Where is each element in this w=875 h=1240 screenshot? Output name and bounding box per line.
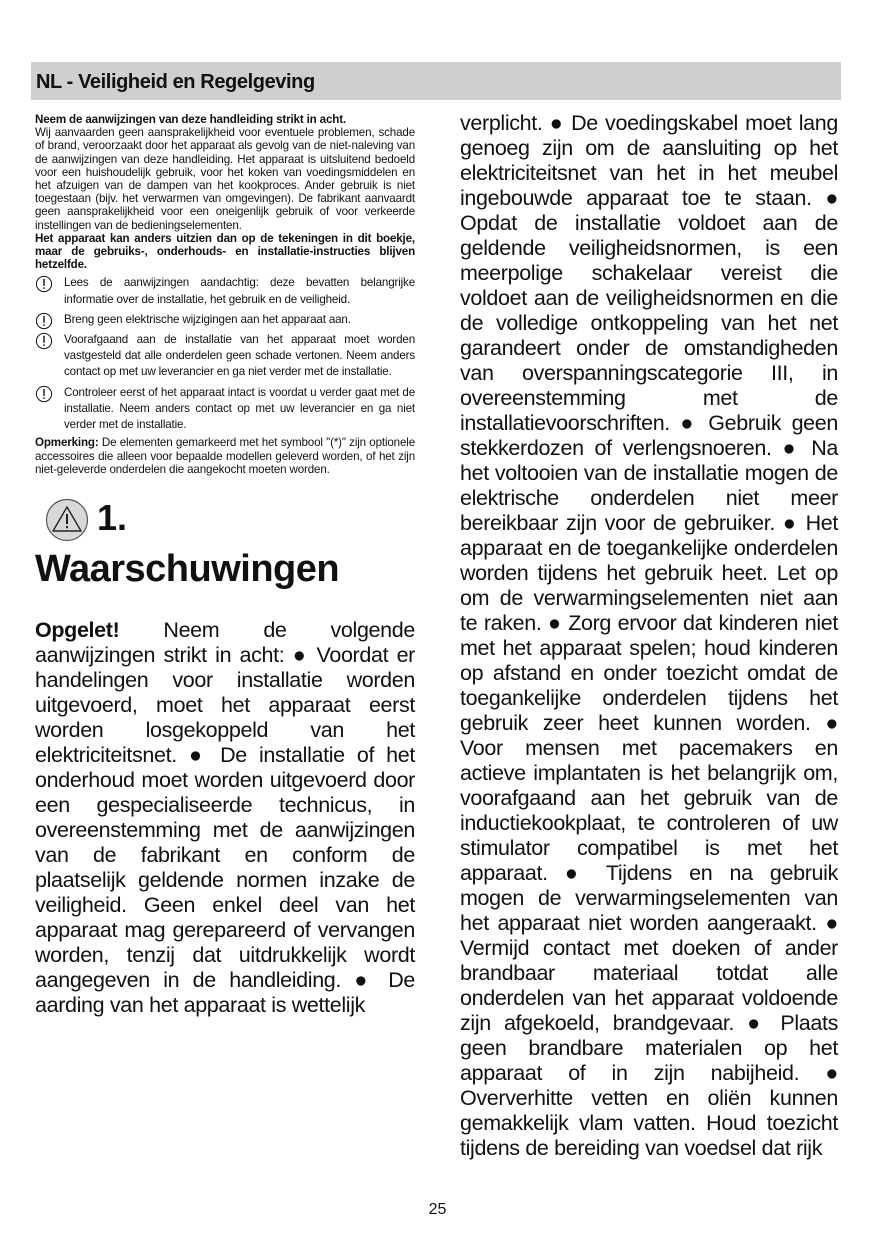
exclamation-circle-icon: [35, 312, 53, 330]
warnings-body-left: Neem de volgende aanwijzingen strikt in acht: ● Voordat er handelingen voor installatie worden uitgevoerd, moet het apparaat eerst worden losgekoppeld van het elektriciteitsnet. ● De installatie of het onderhoud moet worden uitgevoerd door een gespecialiseerde technicus, in overeenstemming met de aanwijzingen van de fabrikant en conform de plaatselijk geldende normen inzake de veiligheid. Geen enkel deel van het apparaat mag gerepareerd of vervangen worden, tenzij dat uitdrukkelijk wordt aangegeven in de handleiding. ● De aarding van het apparaat is wettelijk: [35, 618, 415, 1018]
right-column: [460, 111, 838, 1161]
warning-triangle-icon: [45, 498, 89, 542]
safety-bullet: [35, 385, 415, 434]
warnings-label: Opgelet!: [35, 618, 120, 643]
remark-text: De elementen gemarkeerd met het symbool "(*)" zijn optionele accessoires die alleen voor bepaalde modellen geleverd worden, of het zijn niet-geleverde onderdelen die aangekocht moeten worden.: [35, 436, 415, 477]
intro-heading: Neem de aanwijzingen van deze handleiding strikt in acht.: [35, 113, 346, 126]
bullet-text: Controleer eerst of het apparaat intact is voordat u verder gaat met de installatie. Neem anders contact op met uw leverancier en ga niet verder met de installatie.: [64, 385, 415, 432]
intro-body: Wij aanvaarden geen aansprakelijkheid voor eventuele problemen, schade of brand, veroorzaakt door het apparaat als gevolg van de niet-naleving van de aanwijzingen van deze handleiding. Het apparaat is uitsluitend bedoeld voor een huishoudelijk gebruik, voor het koken van voedingsmiddelen en het afzuigen van de dampen van het kookproces. Ander gebruik is niet toegestaan (bijv. het verwarmen van omgevingen). De fabrikant aanvaardt geen aansprakelijkheid voor een oneigenlijk gebruik of voor verkeerde instellingen van de bedieningselementen.: [35, 126, 415, 232]
safety-bullet: [35, 332, 415, 381]
page-number: 25: [428, 1201, 447, 1218]
bullet-text: Voorafgaand aan de installatie van het apparaat moet worden vastgesteld dat alle onderdelen geen schade vertonen. Neem anders contact op met uw leverancier en ga niet verder met de installatie.: [64, 333, 415, 379]
remark-label: Opmerking:: [35, 436, 99, 450]
warnings-text-left: [35, 618, 415, 1018]
section-number: 1.: [97, 497, 128, 539]
exclamation-circle-icon: [35, 332, 53, 350]
section-title: Waarschuwingen: [35, 548, 340, 591]
section-heading: [35, 490, 415, 618]
bullet-text: Breng geen elektrische wijzigingen aan het apparaat aan.: [64, 312, 351, 326]
safety-bullet: [35, 312, 415, 328]
intro-bold-note: Het apparaat kan anders uitzien dan op de tekeningen in dit boekje, maar de gebruiks-, onderhouds- en installatie-instructies blijven hetzelfde.: [35, 231, 415, 272]
page-title: NL - Veiligheid en Regelgeving: [36, 71, 315, 93]
exclamation-circle-icon: [35, 275, 53, 293]
bullet-text: Lees de aanwijzingen aandachtig: deze bevatten belangrijke informatie over de installatie, het gebruik en de veiligheid.: [64, 276, 415, 306]
exclamation-circle-icon: [35, 385, 53, 403]
safety-bullet: [35, 275, 415, 307]
section-header-bar: [31, 62, 841, 100]
left-column: [35, 113, 415, 1018]
warnings-text-right: verplicht. ● De voedingskabel moet lang genoeg zijn om de aansluiting op het elektriciteitsnet van het in het meubel ingebouwde apparaat toe te staan. ● Opdat de installatie voldoet aan de geldende veiligheidsnormen, is een meerpolige schakelaar vereist die voldoet aan de veiligheidsnormen en die de volledige ontkoppeling van het net garandeert onder de omstandigheden van overspanningscategorie III, in overeenstemming met de installatievoorschriften. ● Gebruik geen stekkerdozen of verlengsnoeren. ● Na het voltooien van de installatie mogen de elektrische onderdelen niet meer bereikbaar zijn voor de gebruiker. ● Het apparaat en de toegankelijke onderdelen worden tijdens het gebruik heet. Let op om de verwarmingselementen niet aan te raken. ● Zorg ervoor dat kinderen niet met het apparaat spelen; houd kinderen op afstand en onder toezicht omdat de toegankelijke onderdelen tijdens het gebruik zeer heet kunnen worden. ● Voor mensen met pacemakers en actieve implantaten is het belangrijk om, voorafgaand aan het gebruik van de inductiekookplaat, te controleren of uw stimulator compatibel is met het apparaat. ● Tijdens en na gebruik mogen de verwarmingselementen van het apparaat niet worden aangeraakt. ● Vermijd contact met doeken of ander brandbaar materiaal totdat alle onderdelen van het apparaat voldoende zijn afgekoeld, brandgevaar. ● Plaats geen brandbare materialen op het apparaat of in zijn nabijheid. ● Oververhitte vetten en oliën kunnen gemakkelijk vlam vatten. Houd toezicht tijdens de bereiding van voedsel dat rijk: [460, 111, 838, 1160]
remark: [35, 436, 415, 476]
